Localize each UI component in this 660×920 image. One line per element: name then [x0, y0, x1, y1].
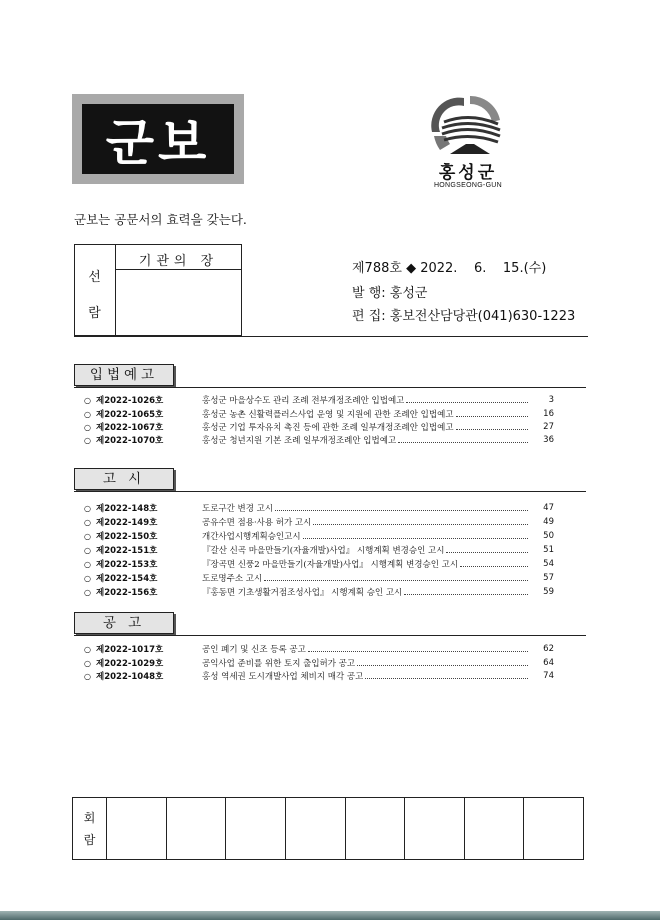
entry-page: 36: [543, 435, 554, 445]
entry-number: 제2022-1026호: [96, 396, 164, 406]
masthead: [72, 94, 244, 184]
entry-page: 57: [543, 573, 554, 583]
bullet-icon: ○: [84, 587, 91, 597]
toc-entry[interactable]: [84, 394, 554, 406]
entry-title: 홍성군 마을상수도 관리 조례 전부개정조례안 입법예고: [202, 396, 405, 406]
issue-year: 2022.: [420, 261, 458, 276]
entry-page: 64: [543, 658, 554, 668]
entry-page: 47: [543, 503, 554, 513]
entry-page: 50: [543, 531, 554, 541]
routing-cell: [226, 798, 286, 859]
bullet-icon: ○: [84, 671, 91, 681]
toc-entry[interactable]: [84, 586, 554, 598]
bullet-icon: ○: [84, 395, 91, 405]
publisher: 홍성군: [389, 286, 428, 301]
publisher-label: 발 행:: [352, 286, 386, 301]
routing-cell: [107, 798, 167, 859]
entry-title: 도로명주소 고시: [202, 574, 263, 584]
toc-entry[interactable]: [84, 643, 554, 655]
routing-cell: [167, 798, 227, 859]
bullet-icon: ○: [84, 503, 91, 513]
entry-title: 공유수면 점용·사용 허가 고시: [202, 518, 312, 528]
editor-line: [352, 305, 575, 324]
entry-number: 제2022-1065호: [96, 410, 164, 420]
bullet-icon: ○: [84, 545, 91, 555]
routing-cell: [286, 798, 346, 859]
bullet-icon: ○: [84, 644, 91, 654]
masthead-title: 군보: [105, 114, 211, 172]
section-label-legislative-notice: 입법예고: [74, 364, 174, 386]
entry-page: 59: [543, 587, 554, 597]
routing-cell: [405, 798, 465, 859]
issue-line: [352, 257, 546, 276]
leader-dots: [456, 424, 528, 430]
leader-dots: [460, 561, 528, 567]
entry-number: 제2022-148호: [96, 504, 158, 514]
entry-title: 『홍동면 기초생활거점조성사업』 시행계획 승인 고시: [202, 588, 403, 598]
entry-title: 개간사업시행계획승인고시: [202, 532, 301, 542]
entry-title: 홍성 역세권 도시개발사업 체비지 매각 공고: [202, 672, 364, 682]
section-rule: [74, 491, 586, 492]
section-label-public-notice: 고 시: [74, 468, 174, 490]
toc-entry[interactable]: [84, 558, 554, 570]
routing-cell: [524, 798, 583, 859]
issue-month: 6.: [473, 261, 487, 276]
section-label-announcement: 공 고: [74, 612, 174, 634]
bullet-icon: ○: [84, 409, 91, 419]
entry-number: 제2022-154호: [96, 574, 158, 584]
bullet-icon: ○: [84, 422, 91, 432]
entry-number: 제2022-149호: [96, 518, 158, 528]
county-name: 홍성군: [438, 163, 498, 183]
section-rule: [74, 635, 586, 636]
entry-page: 49: [543, 517, 554, 527]
entry-title: 공익사업 준비를 위한 토지 출입허가 공고: [202, 659, 356, 669]
routing-box: [72, 797, 584, 860]
editor-label: 편 집:: [352, 309, 386, 324]
toc-entry[interactable]: [84, 657, 554, 669]
leader-dots: [446, 547, 528, 553]
masthead-inner: [82, 104, 234, 174]
routing-label: [73, 798, 107, 859]
toc-entry[interactable]: [84, 572, 554, 584]
entry-title: 홍성군 기업 투자유치 촉진 등에 관한 조례 일부개정조례안 입법예고: [202, 423, 454, 433]
routing-cell: [346, 798, 406, 859]
entry-number: 제2022-153호: [96, 560, 158, 570]
toc-entry[interactable]: [84, 544, 554, 556]
routing-cell: [465, 798, 525, 859]
leader-dots: [404, 589, 528, 595]
circulation-label-char2: 람: [88, 306, 101, 321]
bullet-icon: ○: [84, 573, 91, 583]
bullet-icon: ○: [84, 517, 91, 527]
toc-entry[interactable]: [84, 434, 554, 446]
leader-dots: [398, 437, 528, 443]
toc-entry[interactable]: [84, 530, 554, 542]
leader-dots: [275, 505, 528, 511]
bottom-band: [0, 911, 660, 920]
county-name-roman: HONGSEONG-GUN: [433, 182, 503, 189]
routing-label-char2: 람: [83, 832, 96, 847]
entry-number: 제2022-1017호: [96, 645, 164, 655]
tagline: 군보는 공문서의 효력을 갖는다.: [74, 212, 247, 227]
circulation-box-header-rule: [115, 269, 242, 270]
entry-page: 27: [543, 422, 554, 432]
leader-dots: [264, 575, 528, 581]
leader-dots: [365, 673, 528, 679]
leader-dots: [308, 646, 528, 652]
toc-entry[interactable]: [84, 670, 554, 682]
entry-number: 제2022-156호: [96, 588, 158, 598]
entry-number: 제2022-1070호: [96, 436, 164, 446]
toc-entry[interactable]: [84, 408, 554, 420]
leader-dots: [313, 519, 528, 525]
toc-entry[interactable]: [84, 502, 554, 514]
bullet-icon: ○: [84, 435, 91, 445]
issue-day: 15.(수): [502, 261, 547, 276]
entry-page: 62: [543, 644, 554, 654]
bullet-icon: ○: [84, 531, 91, 541]
bullet-icon: ○: [84, 559, 91, 569]
entry-title: 도로구간 변경 고시: [202, 504, 274, 514]
entry-title: 홍성군 청년지원 기본 조례 일부개정조례안 입법예고: [202, 436, 397, 446]
entry-title: 『갈산 신곡 마을만들기(자율개발)사업』 시행계획 변경승인 고시: [202, 546, 445, 556]
circulation-header: 기관의 장: [138, 254, 219, 269]
leader-dots: [406, 397, 528, 403]
diamond-icon: ◆: [406, 261, 417, 276]
bullet-icon: ○: [84, 658, 91, 668]
publisher-line: [352, 282, 427, 301]
entry-number: 제2022-1029호: [96, 659, 164, 669]
editor: 홍보전산담당관(041)630-1223: [389, 309, 576, 324]
leader-dots: [456, 411, 528, 417]
leader-dots: [357, 660, 528, 666]
entry-number: 제2022-151호: [96, 546, 158, 556]
entry-page: 3: [548, 395, 554, 405]
section-rule: [74, 387, 586, 388]
entry-page: 16: [543, 409, 554, 419]
toc-entry[interactable]: [84, 516, 554, 528]
routing-label-char1: 회: [83, 810, 96, 825]
header-rule: [74, 336, 588, 337]
entry-number: 제2022-150호: [96, 532, 158, 542]
entry-page: 74: [543, 671, 554, 681]
entry-page: 51: [543, 545, 554, 555]
leader-dots: [303, 533, 528, 539]
circulation-label-char1: 선: [88, 270, 101, 285]
issue-number: 제788호: [352, 261, 402, 276]
entry-title: 『장곡면 신풍2 마을만들기(자율개발)사업』 시행계획 변경승인 고시: [202, 560, 459, 570]
entry-page: 54: [543, 559, 554, 569]
entry-title: 공인 폐기 및 신조 등록 공고: [202, 645, 306, 655]
entry-title: 홍성군 농촌 신활력플러스사업 운영 및 지원에 관한 조례안 입법예고: [202, 410, 454, 420]
entry-number: 제2022-1067호: [96, 423, 164, 433]
toc-entry[interactable]: [84, 421, 554, 433]
entry-number: 제2022-1048호: [96, 672, 164, 682]
